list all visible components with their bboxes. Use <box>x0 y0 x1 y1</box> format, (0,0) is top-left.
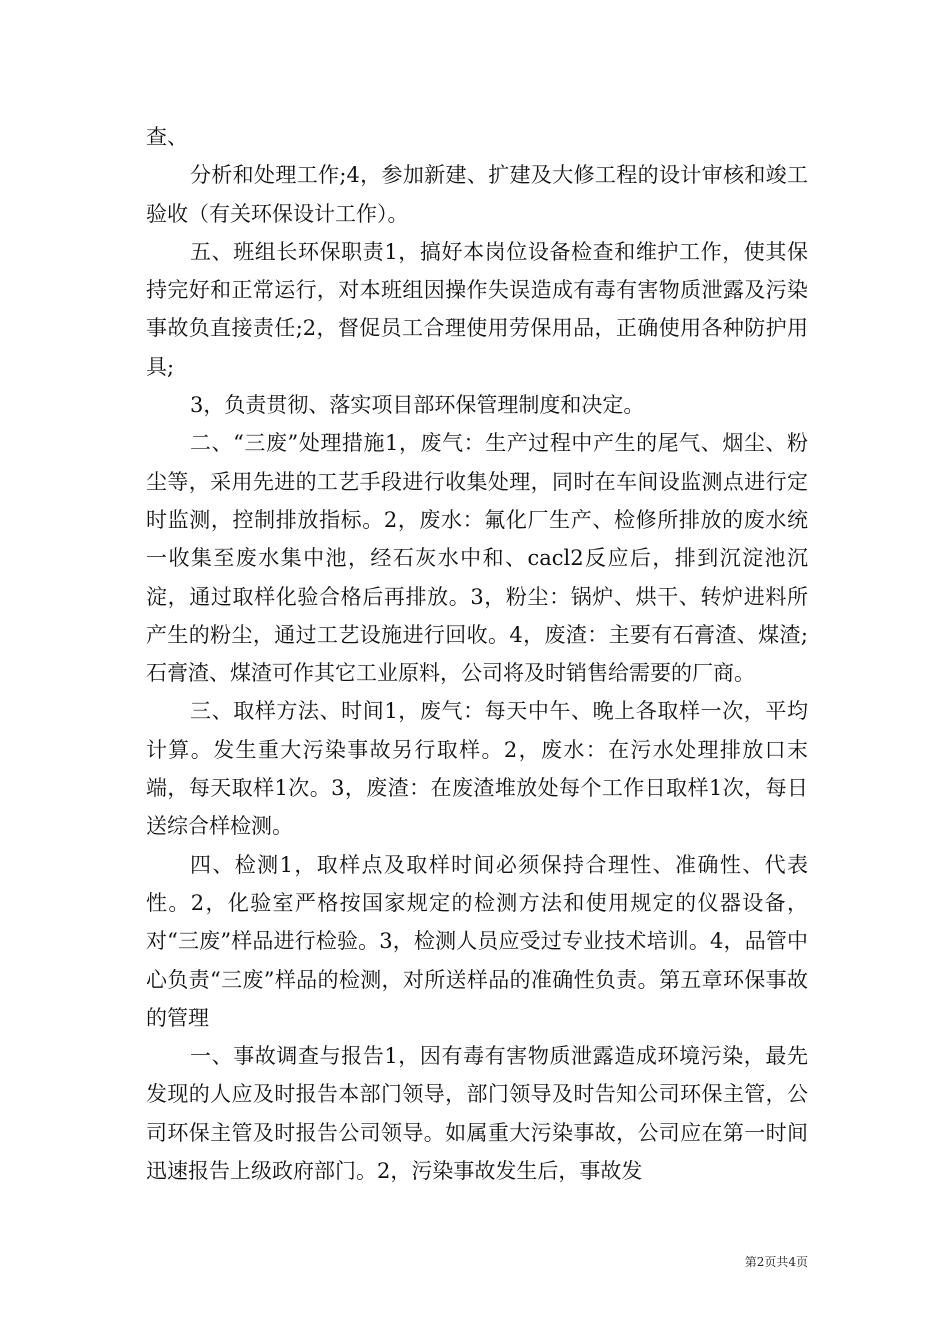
paragraph-7: 四、检测1，取样点及取样时间必须保持合理性、准确性、代表性。2，化验室严格按国家规定的检测方法和使用规定的仪器设备，对“三废”样品进行检验。3，检测人员应受过专业技术培训。4，品管中心负责“三废”样品的检测，对所送样品的准确性负责。第五章环保事故的管理 <box>146 852 808 1030</box>
paragraph-6: 三、取样方法、时间1，废气：每天中午、晚上各取样一次，平均计算。发生重大污染事故另行取样。2，废水：在污水处理排放口末端，每天取样1次。3，废渣：在废渣堆放处每个工作日取样1次，每日送综合样检测。 <box>146 699 808 839</box>
paragraph-2: 分析和处理工作;4，参加新建、扩建及大修工程的设计审核和竣工验收（有关环保设计工作）。 <box>146 163 808 226</box>
paragraph-1: 查、 <box>146 125 188 149</box>
paragraph-3: 五、班组长环保职责1，搞好本岗位设备检查和维护工作，使其保持完好和正常运行，对本班组因操作失误造成有毒有害物质泄露及污染事故负直接责任;2，督促员工合理使用劳保用品，正确使用各种防护用具; <box>146 239 808 379</box>
paragraph-5: 二、“三废”处理措施1，废气：生产过程中产生的尾气、烟尘、粉尘等，采用先进的工艺手段进行收集处理，同时在车间设监测点进行定时监测，控制排放指标。2，废水：氟化厂生产、检修所排放的废水统一收集至废水集中池，经石灰水中和、cacl2反应后，排到沉淀池沉淀，通过取样化验合格后再排放。3，粉尘：锅炉、烘干、转炉进料所产生的粉尘，通过工艺设施进行回收。4，废渣：主要有石膏渣、煤渣;石膏渣、煤渣可作其它工业原料，公司将及时销售给需要的厂商。 <box>146 431 808 686</box>
document-body <box>146 118 808 1190</box>
page-number: 第2页共4页 <box>744 1255 808 1269</box>
paragraph-8: 一、事故调查与报告1，因有毒有害物质泄露造成环境污染，最先发现的人应及时报告本部门领导，部门领导及时告知公司环保主管，公司环保主管及时报告公司领导。如属重大污染事故，公司应在第一时间迅速报告上级政府部门。2，污染事故发生后，事故发 <box>146 1044 808 1184</box>
paragraph-4: 3，负责贯彻、落实项目部环保管理制度和决定。 <box>190 393 645 418</box>
